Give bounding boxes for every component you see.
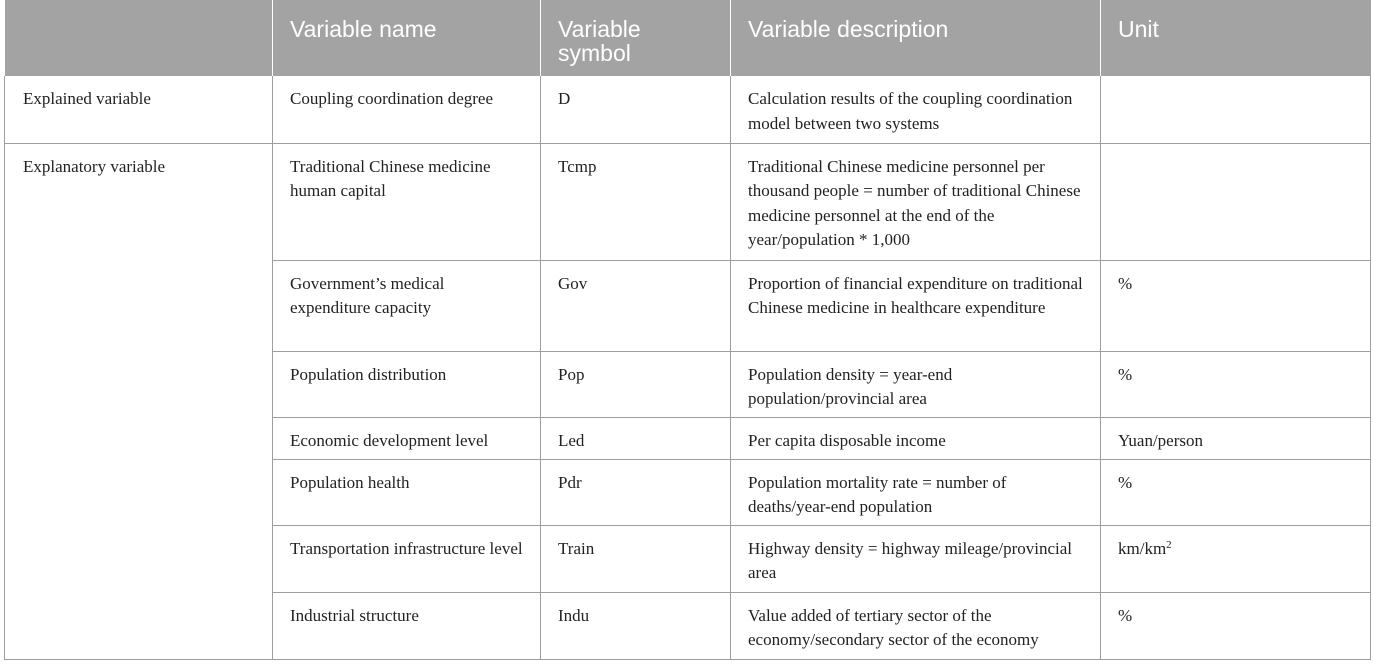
cell-unit: % xyxy=(1101,592,1371,659)
cell-variable-symbol: Led xyxy=(541,417,731,459)
table-body xyxy=(5,76,1371,659)
cell-variable-description: Population mortality rate = number of deaths/year-end population xyxy=(731,459,1101,525)
cell-variable-name: Economic development level xyxy=(273,417,541,459)
cell-variable-description: Per capita disposable income xyxy=(731,417,1101,459)
cell-variable-name: Population distribution xyxy=(273,351,541,417)
cell-variable-symbol: Indu xyxy=(541,592,731,659)
header-variable-description: Variable description xyxy=(731,0,1101,76)
header-variable-symbol: Variable symbol xyxy=(541,0,731,76)
cell-variable-symbol: Pop xyxy=(541,351,731,417)
cell-variable-description: Calculation results of the coupling coordination model between two systems xyxy=(731,76,1101,143)
header-category xyxy=(5,0,273,76)
cell-variable-symbol: Gov xyxy=(541,260,731,351)
cell-variable-name: Government’s medical expenditure capacity xyxy=(273,260,541,351)
cell-variable-symbol: Train xyxy=(541,525,731,592)
table-row xyxy=(5,143,1371,260)
cell-unit: % xyxy=(1101,260,1371,351)
cell-variable-name: Traditional Chinese medicine human capital xyxy=(273,143,541,260)
cell-variable-description: Proportion of financial expenditure on traditional Chinese medicine in healthcare expenditure xyxy=(731,260,1101,351)
header-variable-name: Variable name xyxy=(273,0,541,76)
cell-unit xyxy=(1101,143,1371,260)
cell-unit xyxy=(1101,76,1371,143)
unit-superscript: 2 xyxy=(1166,538,1172,551)
cell-variable-symbol: D xyxy=(541,76,731,143)
cell-variable-symbol: Tcmp xyxy=(541,143,731,260)
cell-variable-name: Population health xyxy=(273,459,541,525)
cell-unit: % xyxy=(1101,459,1371,525)
cell-variable-name: Coupling coordination degree xyxy=(273,76,541,143)
table-row xyxy=(5,76,1371,143)
header-unit: Unit xyxy=(1101,0,1371,76)
table-header xyxy=(5,0,1371,76)
header-row xyxy=(5,0,1371,76)
cell-unit: % xyxy=(1101,351,1371,417)
cell-variable-description: Traditional Chinese medicine personnel per thousand people = number of traditional Chinese medicine personnel at the end of the year/population * 1,000 xyxy=(731,143,1101,260)
cell-unit: Yuan/person xyxy=(1101,417,1371,459)
group-explained-variable: Explained variable xyxy=(5,76,273,143)
cell-variable-symbol: Pdr xyxy=(541,459,731,525)
cell-variable-description: Value added of tertiary sector of the economy/secondary sector of the economy xyxy=(731,592,1101,659)
cell-variable-name: Industrial structure xyxy=(273,592,541,659)
cell-variable-description: Population density = year-end population/provincial area xyxy=(731,351,1101,417)
cell-variable-name: Transportation infrastructure level xyxy=(273,525,541,592)
variables-table xyxy=(4,0,1371,660)
cell-unit xyxy=(1101,525,1371,592)
unit-base: km/km xyxy=(1118,538,1167,558)
group-explanatory-variable: Explanatory variable xyxy=(5,143,273,659)
cell-variable-description: Highway density = highway mileage/provincial area xyxy=(731,525,1101,592)
